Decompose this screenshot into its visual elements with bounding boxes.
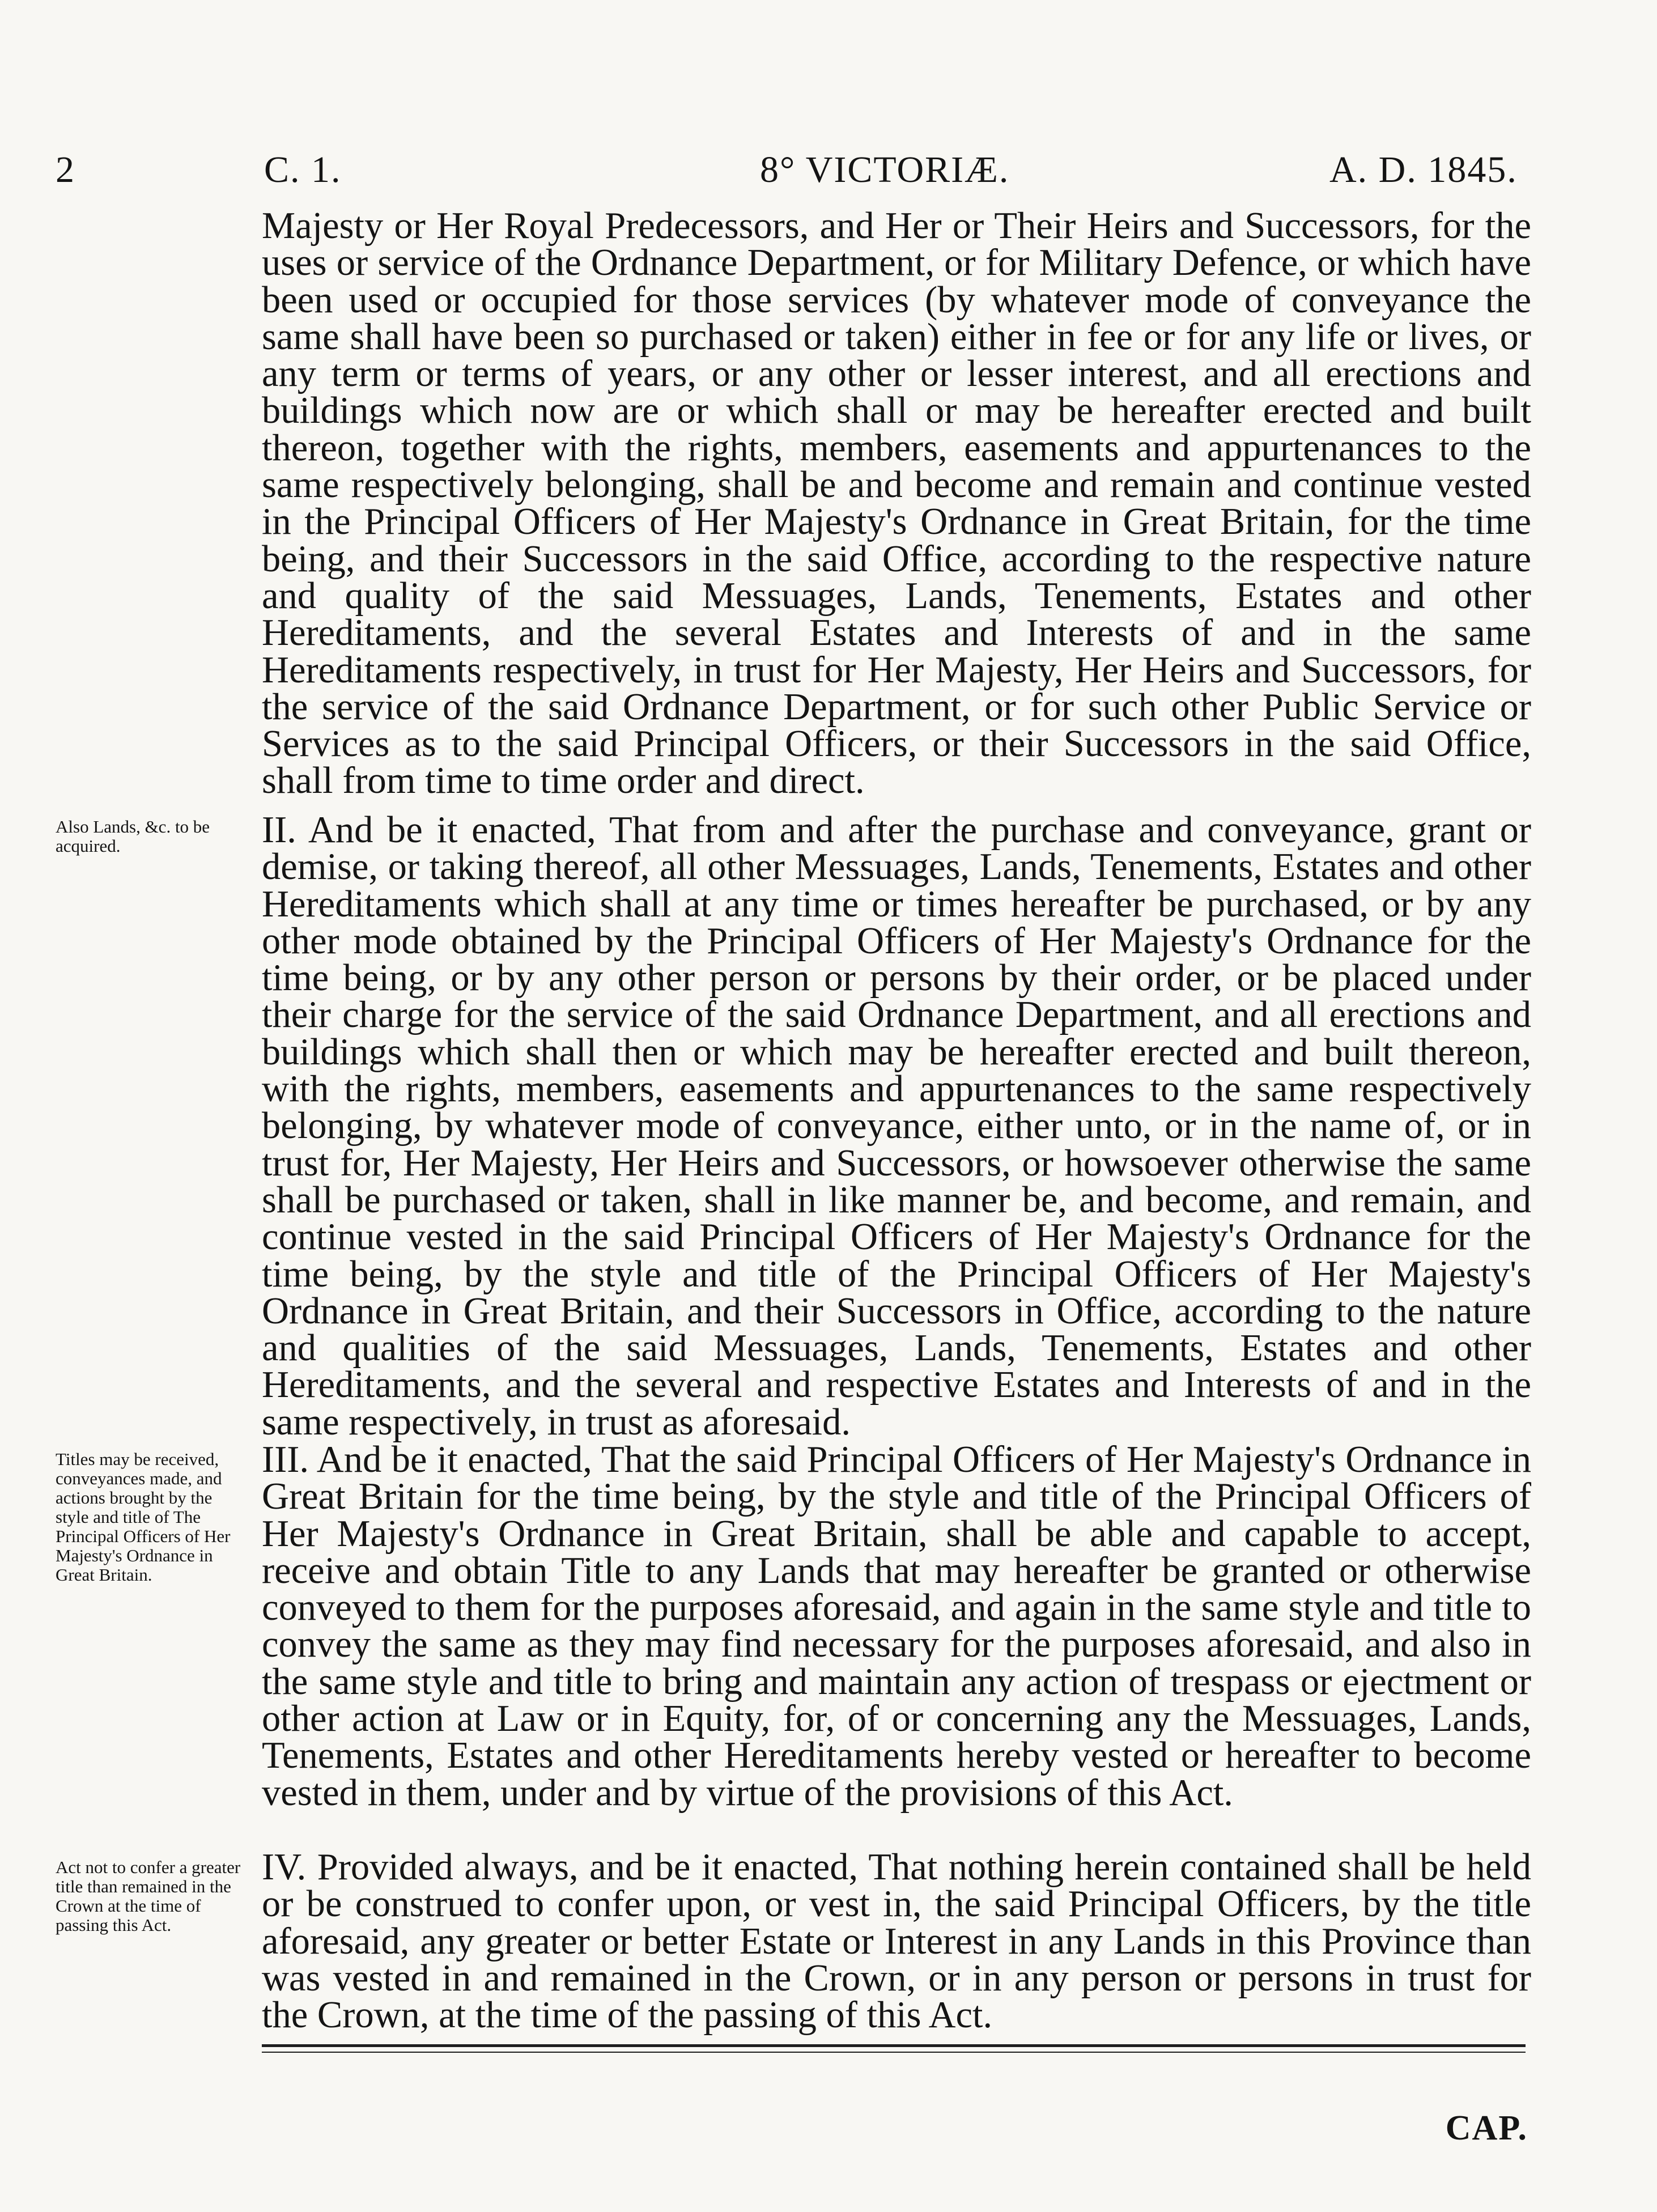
end-rule-thin <box>262 2052 1526 2053</box>
margin-note-section-3: Titles may be received, conveyances made, and actions brought by the style and title of The Principal Officers of Her Majesty's Ordnance in Great Britain. <box>56 1449 231 1585</box>
margin-note-section-2: Also Lands, &c. to be acquired. <box>56 817 210 856</box>
running-header <box>0 148 1657 194</box>
year-of-act: A. D. 1845. <box>1329 149 1518 190</box>
catchword: CAP. <box>1445 2109 1528 2147</box>
margin-note-section-4: Act not to confer a greater title than remained in the Crown at the time of passing this Act. <box>56 1857 241 1935</box>
end-rule-thick <box>262 2044 1526 2047</box>
section-continued-text: Majesty or Her Royal Predecessors, and Her or Their Heirs and Successors, for the uses or service of the Ordnance Department, or for Military Defence, or which have been used or occupied for those services (by whatever mode of conveyance the same shall have been so purchased or taken) either in fee or for any life or lives, or any term or terms of years, or any other or lesser interest, and all erections and buildings which now are or which shall or may be hereafter erected and built thereon, together with the rights, members, easements and appurtenances to the same respectively belonging, shall be and become and remain and continue vested in the Principal Officers of Her Majesty's Ordnance in Great Britain, for the time being, and their Successors in the said Office, according to the respective nature and quality of the said Messuages, Lands, Tenements, Estates and other Hereditaments, and the several Estates and Interests of and in the same Hereditaments respectively, in trust for Her Majesty, Her Heirs and Successors, for the service of the said Ordnance Department, or for such other Public Service or Services as to the said Principal Officers, or their Successors in the said Office, shall from time to time order and direct. <box>262 205 1531 802</box>
regnal-year: 8° VICTORIÆ. <box>760 149 1010 190</box>
chapter-number: C. 1. <box>264 149 342 190</box>
section-4-text: IV. Provided always, and be it enacted, That nothing herein contained shall be held or be construed to confer upon, or vest in, the said Principal Officers, by the title aforesaid, any greater or better Estate or Interest in any Lands in this Province than was vested in and remained in the Crown, or in any person or persons in trust for the Crown, at the time of the passing of this Act. <box>262 1846 1531 2036</box>
section-3-text: III. And be it enacted, That the said Principal Officers of Her Majesty's Ordnance in Great Britain for the time being, by the style and title of the Principal Officers of Her Majesty's Ordnance in Great Britain, shall be able and capable to accept, receive and obtain Title to any Lands that may hereafter be granted or otherwise conveyed to them for the purposes aforesaid, and again in the same style and title to convey the same as they may find necessary for the purposes aforesaid, and also in the same style and title to bring and maintain any action of trespass or ejectment or other action at Law or in Equity, for, of or concerning any the Messuages, Lands, Tenements, Estates and other Hereditaments hereby vested or hereafter to become vested in them, under and by virtue of the provisions of this Act. <box>262 1439 1531 1814</box>
section-2-text: II. And be it enacted, That from and after the purchase and conveyance, grant or demise, or taking thereof, all other Messuages, Lands, Tenements, Estates and other Hereditaments which shall at any time or times hereafter be purchased, or by any other mode obtained by the Principal Officers of Her Majesty's Ordnance for the time being, or by any other person or persons by their order, or be placed under their charge for the service of the said Ordnance Department, and all erections and buildings which shall then or which may be hereafter erected and built thereon, with the rights, members, easements and appurtenances to the same respectively belonging, by whatever mode of conveyance, either unto, or in the name of, or in trust for, Her Majesty, Her Heirs and Successors, or howsoever otherwise the same shall be purchased or taken, shall in like manner be, and become, and remain, and continue vested in the said Principal Officers of Her Majesty's Ordnance for the time being, by the style and title of the Principal Officers of Her Majesty's Ordnance in Great Britain, and their Successors in Office, according to the nature and qualities of the said Messuages, Lands, Tenements, Estates and other Hereditaments, and the several and respective Estates and Interests of and in the same respectively, in trust as aforesaid. <box>262 809 1531 1443</box>
page-number: 2 <box>56 149 75 190</box>
